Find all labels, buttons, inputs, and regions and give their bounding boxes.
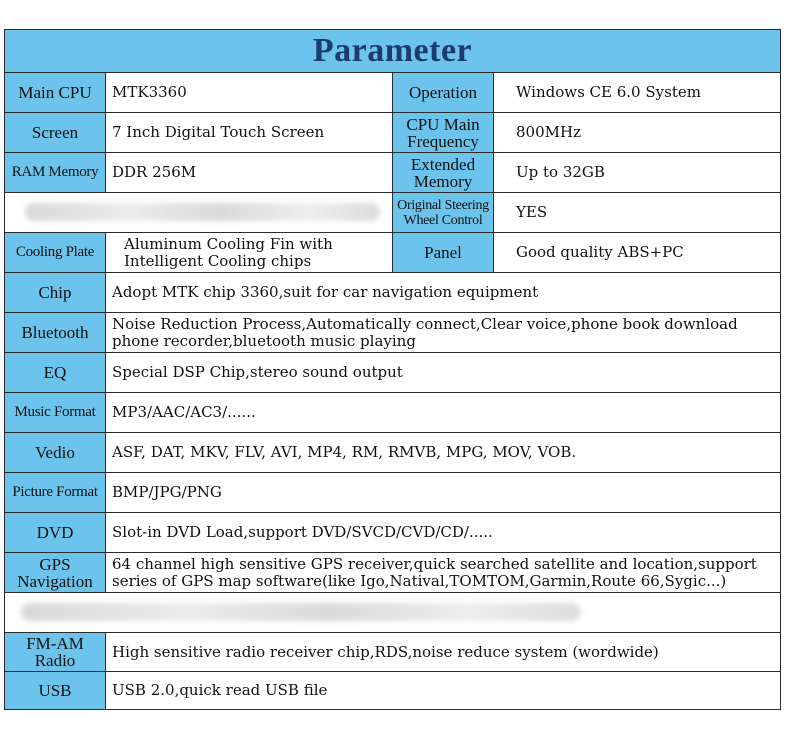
table-row (5, 153, 780, 193)
table-row (5, 513, 780, 553)
table-row (5, 473, 780, 513)
table-row (5, 273, 780, 313)
row-label: EQ (5, 353, 106, 392)
blurred-cell (5, 193, 392, 232)
row-label: Extended Memory (392, 153, 494, 192)
table-row (5, 553, 780, 593)
blurred-cell (5, 593, 780, 632)
row-label: Chip (5, 273, 106, 312)
row-label: Original Steering Wheel Control (392, 193, 494, 232)
row-value: Windows CE 6.0 System (516, 83, 701, 101)
row-label: Cooling Plate (5, 233, 106, 272)
row-value: USB 2.0,quick read USB file (112, 681, 328, 699)
row-value: Good quality ABS+PC (516, 243, 684, 261)
row-value: 64 channel high sensitive GPS receiver,quick searched satellite and location,support series of GPS map software(like Igo,Natival,TOMTOM,Garmin,Route 66,Sygic...) (112, 554, 757, 590)
row-value: MTK3360 (112, 83, 187, 101)
table-row (5, 313, 780, 353)
table-row (5, 433, 780, 473)
row-value: Slot-in DVD Load,support DVD/SVCD/CVD/CD/..... (112, 523, 493, 541)
row-value: Special DSP Chip,stereo sound output (112, 363, 403, 381)
row-value: DDR 256M (112, 163, 197, 181)
row-label: Bluetooth (5, 313, 106, 352)
row-label: Music Format (5, 393, 106, 432)
table-row (5, 233, 780, 273)
row-value: Adopt MTK chip 3360,suit for car navigation equipment (112, 283, 539, 301)
row-label: DVD (5, 513, 106, 552)
row-label: USB (5, 672, 106, 709)
row-value: Up to 32GB (516, 163, 605, 181)
row-value: High sensitive radio receiver chip,RDS,noise reduce system (wordwide) (112, 642, 659, 661)
parameter-table (4, 29, 781, 710)
table-title: Parameter (5, 30, 780, 73)
row-value: ASF, DAT, MKV, FLV, AVI, MP4, RM, RMVB, MPG, MOV, VOB. (112, 443, 577, 461)
table-row (5, 353, 780, 393)
row-value: 800MHz (516, 123, 581, 141)
row-value: 7 Inch Digital Touch Screen (112, 123, 325, 141)
row-label: RAM Memory (5, 153, 106, 192)
table-row (5, 113, 780, 153)
table-row (5, 393, 780, 433)
table-row (5, 73, 780, 113)
table-row (5, 193, 780, 233)
row-value: BMP/JPG/PNG (112, 483, 222, 501)
row-label: Vedio (5, 433, 106, 472)
table-row (5, 633, 780, 672)
blurred-text (21, 603, 581, 621)
row-value: YES (516, 203, 548, 221)
table-row (5, 672, 780, 709)
row-label: CPU Main Frequency (392, 113, 494, 152)
row-value: MP3/AAC/AC3/...... (112, 403, 256, 421)
row-label: GPS Navigation (5, 553, 106, 592)
row-label: FM-AM Radio (5, 633, 106, 671)
row-label: Main CPU (5, 73, 106, 112)
table-row (5, 593, 780, 633)
row-label: Screen (5, 113, 106, 152)
row-value: Noise Reduction Process,Automatically connect,Clear voice,phone book download phone recorder,bluetooth music playing (112, 314, 738, 350)
row-label: Picture Format (5, 473, 106, 512)
row-label: Operation (392, 73, 494, 112)
row-value: Aluminum Cooling Fin with Intelligent Cooling chips (124, 234, 333, 270)
row-label: Panel (392, 233, 494, 272)
blurred-text (25, 203, 380, 221)
